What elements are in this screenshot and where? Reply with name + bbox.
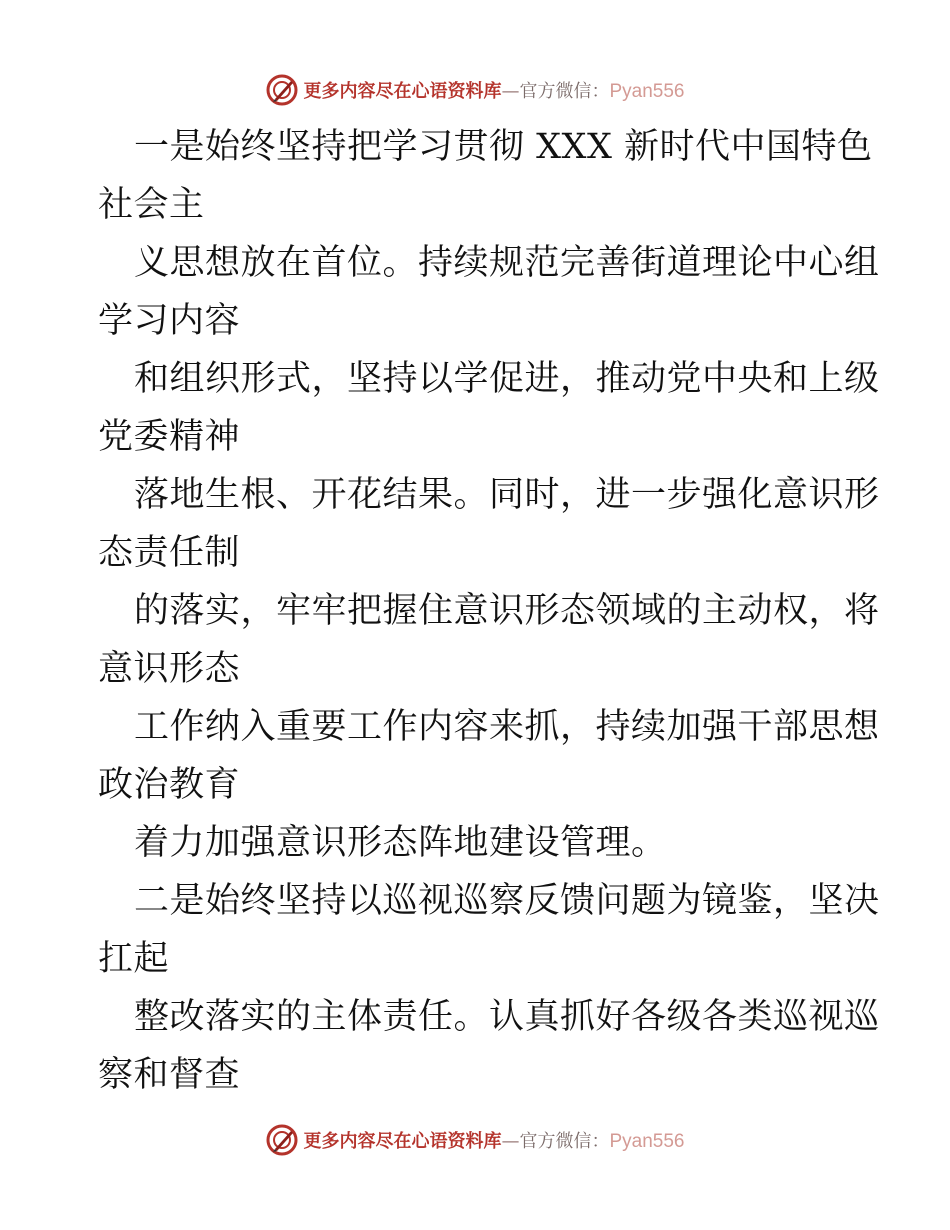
text-line: 整改落实的主体责任。认真抓好各级各类巡视巡 <box>134 997 880 1037</box>
text-line: 工作纳入重要工作内容来抓，持续加强干部思想 <box>134 707 880 747</box>
contact-id: Pyan556 <box>609 81 685 102</box>
text-line: 和组织形式，坚持以学促进，推动党中央和上级 <box>134 359 880 399</box>
document-body <box>98 118 880 1104</box>
text-line: 义思想放在首位。持续规范完善街道理论中心组 <box>134 243 880 283</box>
header-banner <box>0 70 950 110</box>
text-line: 察和督查 <box>98 1055 241 1095</box>
text-line: 政治教育 <box>98 765 241 805</box>
contact-label: 官方微信： <box>519 81 610 102</box>
banner-text <box>303 1127 684 1153</box>
contact-id: Pyan556 <box>609 1131 685 1152</box>
text-line: 二是始终坚持以巡视巡察反馈问题为镜鉴，坚决 <box>134 881 880 921</box>
text-line: 着力加强意识形态阵地建设管理。 <box>134 823 667 863</box>
banner-text <box>303 77 684 103</box>
contact-label: 官方微信： <box>519 1131 610 1152</box>
text-line: 社会主 <box>98 185 205 225</box>
brand-text: 更多内容尽在心语资料库 <box>303 81 502 102</box>
banner-dash: — <box>501 1131 520 1152</box>
footer-banner <box>0 1120 950 1160</box>
pen-logo-icon <box>265 1123 299 1157</box>
text-line: 的落实，牢牢把握住意识形态领域的主动权，将 <box>134 591 880 631</box>
pen-logo-icon <box>265 73 299 107</box>
text-line: 一是始终坚持把学习贯彻 XXX 新时代中国特色 <box>134 127 873 167</box>
text-line: 扛起 <box>98 939 170 979</box>
text-line: 落地生根、开花结果。同时，进一步强化意识形 <box>134 475 880 515</box>
brand-text: 更多内容尽在心语资料库 <box>303 1131 502 1152</box>
text-line: 学习内容 <box>98 301 241 341</box>
text-line: 态责任制 <box>98 533 241 573</box>
text-line: 意识形态 <box>98 649 241 689</box>
text-line: 党委精神 <box>98 417 241 457</box>
banner-dash: — <box>501 81 520 102</box>
